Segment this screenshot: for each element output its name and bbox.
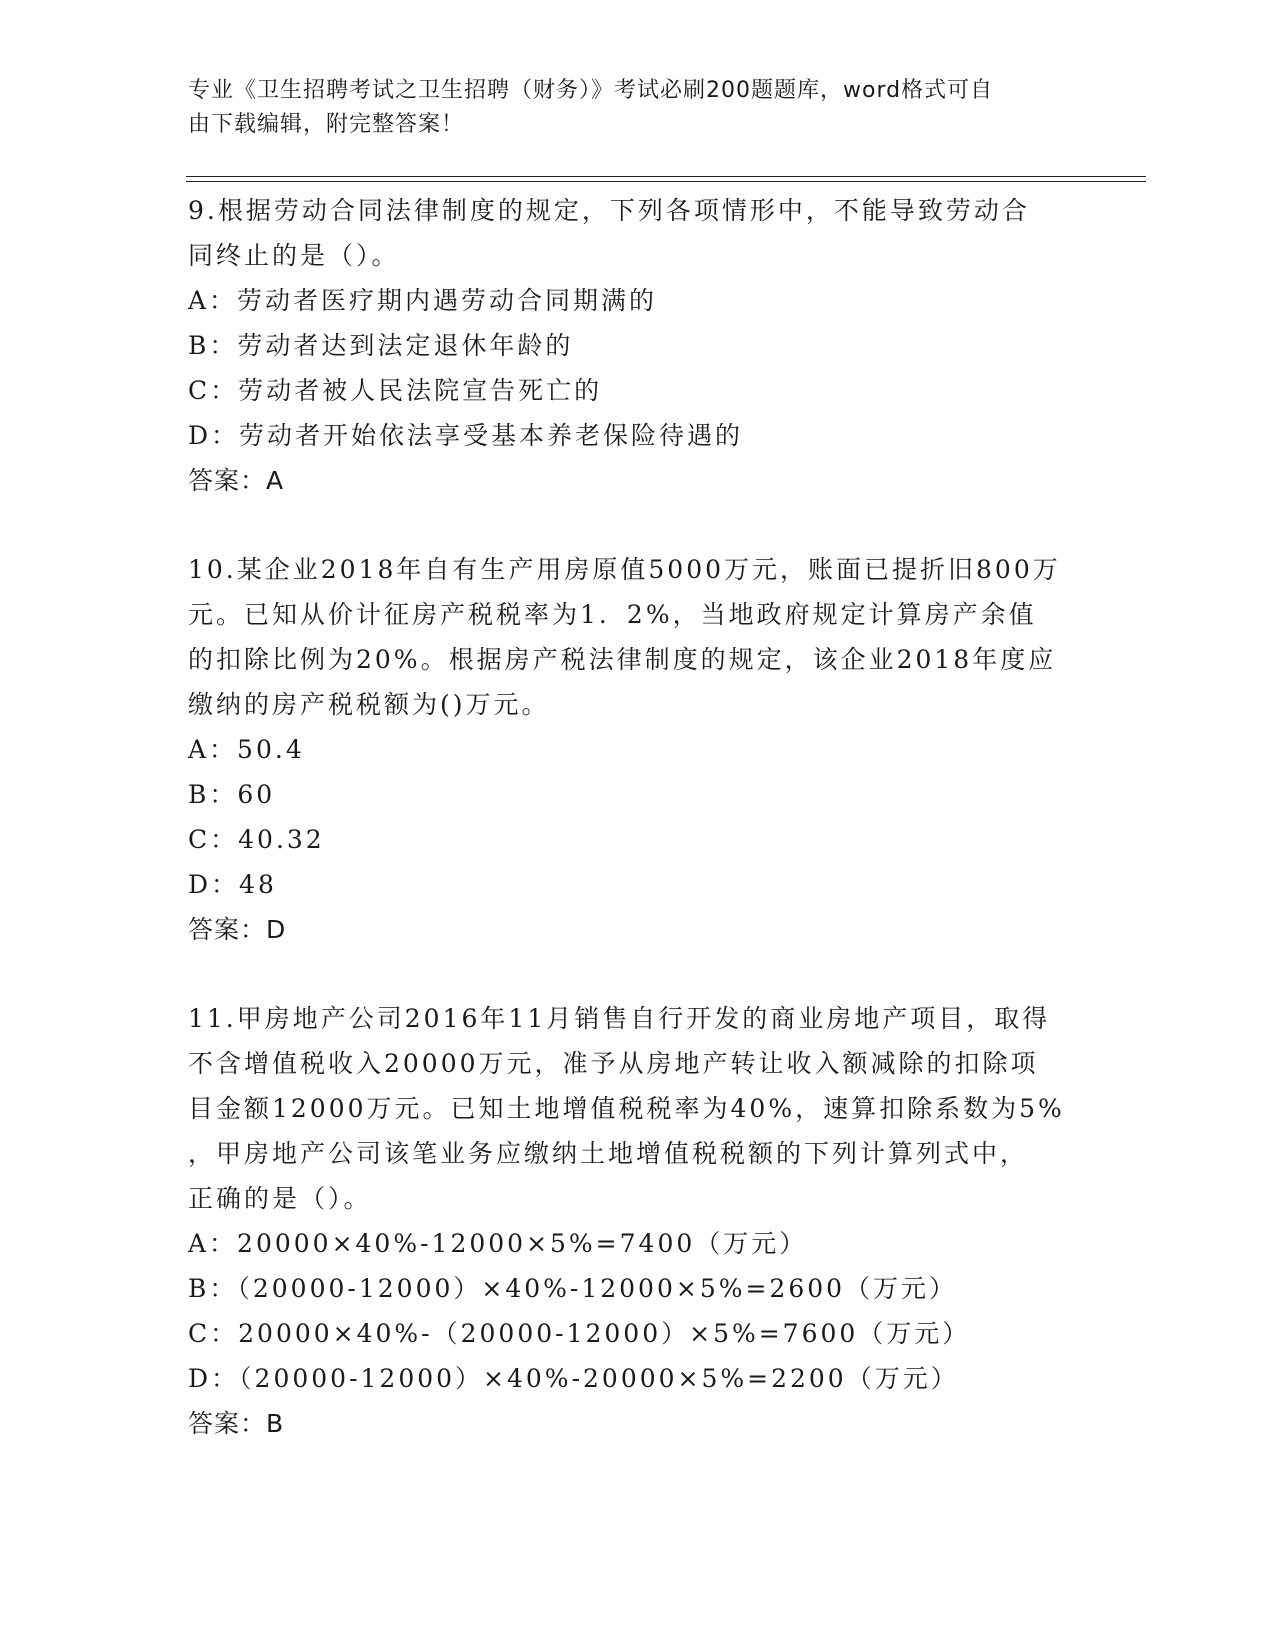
stem-line: ，甲房地产公司该笔业务应缴纳土地增值税税额的下列计算列式中， <box>188 1139 1029 1168</box>
option-c: C：劳动者被人民法院宣告死亡的 <box>188 376 603 405</box>
header-line-1: 专业《卫生招聘考试之卫生招聘（财务）》考试必刷200题题库，word格式可自 <box>188 78 994 103</box>
header-divider-top <box>186 176 1146 177</box>
document-header <box>188 74 1068 142</box>
header-line-2: 由下载编辑，附完整答案！ <box>188 112 465 137</box>
option-c: C：20000×40%-（20000-12000）×5%=7600（万元） <box>188 1319 971 1348</box>
option-d: D：劳动者开始依法享受基本养老保险待遇的 <box>188 421 744 450</box>
stem-line: 同终止的是（）。 <box>188 241 400 270</box>
option-a: A：20000×40%-12000×5%=7400（万元） <box>188 1229 808 1258</box>
stem-line: 的扣除比例为20%。根据房产税法律制度的规定，该企业2018年度应 <box>188 645 1057 674</box>
stem-line: 目金额12000万元。已知土地增值税税率为40%，速算扣除系数为5% <box>188 1094 1065 1123</box>
option-c: C：40.32 <box>188 825 325 854</box>
option-a: A：50.4 <box>188 735 305 764</box>
stem-line: 11.甲房地产公司2016年11月销售自行开发的商业房地产项目，取得 <box>188 1004 1051 1033</box>
answer-line: 答案：A <box>188 466 285 495</box>
question-stem <box>188 188 1088 278</box>
stem-line: 元。已知从价计征房产税税率为1．2%，当地政府规定计算房产余值 <box>188 600 1037 629</box>
option-b: B：劳动者达到法定退休年龄的 <box>188 331 574 360</box>
stem-line: 不含增值税收入20000万元，准予从房地产转让收入额减除的扣除项 <box>188 1049 1039 1078</box>
header-divider-bottom <box>186 181 1146 182</box>
question-list <box>188 188 1088 1490</box>
stem-line: 10.某企业2018年自有生产用房原值5000万元，账面已提折旧800万 <box>188 555 1061 584</box>
option-d: D：（20000-12000）×40%-20000×5%=2200（万元） <box>188 1364 959 1393</box>
answer-line: 答案：B <box>188 1409 285 1438</box>
question-stem <box>188 547 1088 727</box>
option-b: B：60 <box>188 780 276 809</box>
question-11 <box>188 996 1088 1446</box>
question-9 <box>188 188 1088 503</box>
option-b: B：（20000-12000）×40%-12000×5%=2600（万元） <box>188 1274 958 1303</box>
stem-line: 9.根据劳动合同法律制度的规定，下列各项情形中，不能导致劳动合 <box>188 196 1030 225</box>
question-10 <box>188 547 1088 952</box>
stem-line: 正确的是（）。 <box>188 1184 372 1213</box>
option-a: A：劳动者医疗期内遇劳动合同期满的 <box>188 286 658 315</box>
option-d: D：48 <box>188 870 277 899</box>
stem-line: 缴纳的房产税税额为()万元。 <box>188 690 550 719</box>
answer-line: 答案：D <box>188 915 287 944</box>
question-stem <box>188 996 1088 1221</box>
